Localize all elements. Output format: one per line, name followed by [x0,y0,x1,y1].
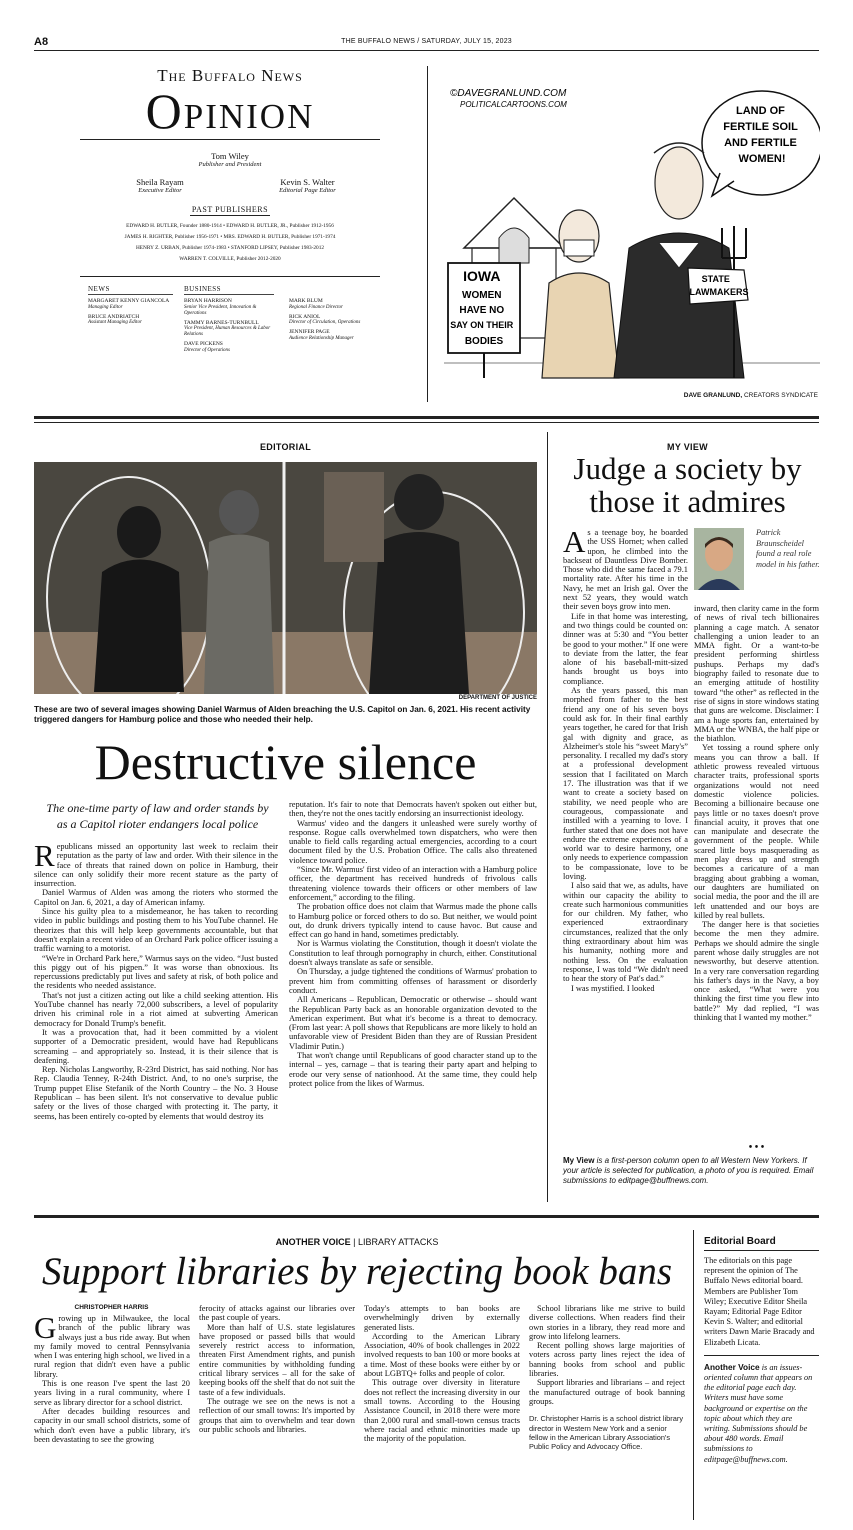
dropcap: A [563,524,586,559]
myview-column-2: inward, then clarity came in the form of news of rival tech billionaires planning a cage match. A senator challenging a union leader to an MMA fight. Or a want-to-be president performing shirtless pushups. Perhaps my dad's biography failed to resonate due to an emerging attitude of hostility toward “the other” as reflected in the rise of signs in store windows stating that guns are welcome. Disclaimer: I am a huge sports fan, entertained by MMA or the WNBA, the half pipe or the biathlon. Yet tossing a round sphere only means you can throw a ball. If athletic prowess revealed virtuous character traits, professional sports organizations would not need domestic violence policies. Becoming a billionaire because one pays little or no taxes doesn't prove financial acuity, it proves that one can manipulate and desecrate the government of the people. While scared little boys masquerading as men play dress up and strength becomes a caricature of a man bragging about grabbing a woman, our daughters are humiliated on social media, the poor and the ill are left unattended and our boys are killed by real bullets. The danger here is that societies become the men they admire. Perhaps we should admire the single parent whose daily struggles are not newsworthy, but deserve attention. In a very rare conversation regarding his father's days in the Navy, a boy once asked, “What were you thinking the first time you flew into battle?” My dad replied, “I was thinking that I wanted my mother.” [694,604,819,1023]
myview-footer: My View is a first-person column open to all Western New Yorkers. If your article is selected for publication, a photo of you is required. Email submissions to editpage@buffnews.com. [563,1156,814,1186]
section-divider [34,416,819,419]
svg-text:STATE LAWMAKERS: STATE LAWMAKERS [689,274,749,297]
editorial-photo [34,462,537,694]
section-title: Opinion [145,83,315,139]
news-department: NEWS MARGARET KENNY GIANCOLA Managing Editor BRUCE ANDRIATCH Assistant Managing Editor [88,285,173,329]
editorial-deck: The one-time party of law and order stands by as a Capitol rioter endangers local police [46,801,269,831]
farmer-face [655,147,703,219]
folio-rule [34,50,819,51]
speech-line: WOMEN! [738,153,786,165]
past-publishers-rule [190,215,270,216]
another-voice-column-2: ferocity of attacks against our libraries over the past couple of years. More than half of U.S. state legislatures have proposed or passed bills that would severely restrict access to information, threaten First Amendment rights, and punish entire communities by withholding funding critical library services – all for the sake of keeping books off the shelf that do not suit the taste of a few individuals. The outrage we see on the news is not a reflection of our small towns: It's imported by groups that aim to overwhelm and tear down our public schools and libraries. [199,1304,355,1434]
editorial-headline: Destructive silence [94,734,477,790]
folio-dateline: THE BUFFALO NEWS / SATURDAY, JULY 15, 2023 [341,38,512,45]
editorial-label: EDITORIAL [259,442,312,452]
speech-line: FERTILE SOIL [723,121,798,133]
past-publishers-line: HENRY Z. URBAN, Publisher 1974-1983 • STANFORD LIPSEY, Publisher 1983-2012 [135,245,324,251]
section-divider-thin [34,422,819,423]
sidebar-divider [693,1230,694,1520]
myview-headline: Judge a society by those it admires [573,451,802,519]
woman-dress [542,273,619,378]
masthead [80,66,380,139]
author-caption: Patrick Braunscheidel found a real role model in his father. [756,528,820,569]
page-number: A8 [34,36,49,48]
speech-line: LAND OF [736,105,785,117]
another-voice-headline: Support libraries by rejecting book bans [41,1250,673,1293]
publisher: Tom Wiley Publisher and President [198,151,262,168]
past-publishers-line: JAMES H. RIGHTER, Publisher 1956-1971 • MRS. EDWARD H. BUTLER, Publisher 1971-1974 [124,234,336,240]
cartoon-signature: ©DAVEGRANLUND.COM [450,88,567,99]
hooded-figure-left [117,506,161,558]
paper-name: The Buffalo News [157,66,303,85]
photo-caption: These are two of several images showing Daniel Warmus of Alden breaching the U.S. Capitol on Jan. 6, 2021. His recent activity triggered dangers for Hamburg police and those who needed their help. [34,705,531,724]
bottom-section-divider [34,1215,819,1218]
byline: CHRISTOPHER HARRIS [74,1304,149,1311]
business-department-2: MARK BLUM Regional Finance Director RICK ANIOL Director of Circulation, Operations JENNIFER PAGE Audience Relationship Manager [289,298,361,341]
editorial-board-sidebar [704,1236,819,1465]
myview-column-1: As a teenage boy, he boarded the USS Hornet; when called upon, he climbed into the backseat of Dauntless Dive Bomber. Those who did the same faced a 79.1 mortality rate. After his time in the Navy, he met an Irish gal. Over the next 52 years, they would watch their seven boys grow into men. Life in that home was interesting, and two things could be counted on: dinner was at 5:30 and “You better be good to your mother.” If one were to deviate from the latter, the fear alone of his baseball-mitt-sized hands brought us boys into compliance. As the years passed, this man morphed from father to the best friend any one of his seven boys could ask for. In their final earthly years together, he cared for that Irish gal with dignity and grace, as Alzheimer's stole his “sweet Mary's” personality. I recalled my dad's story at a professional development session that I facilitated on March 17. The illustration was that if we want to create a society based on stability, we need people who are courageous, compassionate and instilled with a yearning to love. I further stated that one does not have endure the extreme experiences of a world war to desire harmony, one only needs to experience compassion to be compassionate, love to be loving. I also said that we, as adults, have within our capacity the ability to create such harmonious communities for our children. My father, who experienced extraordinary circumstances, realized that the only thing extraordinary about him was his humanity, nothing more and nothing less. On the evaluation response, I was told “We didn't need to hear the story of Pat's dad.” I was mystified. I looked [563,524,688,993]
author-photo [694,528,744,590]
editorial-column-2: reputation. It's fair to note that Democrats haven't spoken out either but, then, they're not the ones tacitly endorsing an insurrectionist ideology. Warmus' video and the dangers it unleashed were surely worthy of response. Rogue calls overwhelmed town dispatchers, who were then unable to field calls regarding actual emergencies, according to a court document filed by the U.S. Probation Office. The calls also threatened violence toward police. “Since Mr. Warmus' first video of an interaction with a Hamburg police officer, the department has received hundreds of frivolous calls threatening violence towards their officers or other members of law enforcement,” according to the filing. The probation office does not claim that Warmus made the phone calls to Hamburg police or forced others to do so. But neither, we would point out, do drunk drivers typically intend to cause havoc. But cause and effect can go hand in hand, sometimes predictably. Nor is Warmus violating the Constitution, though it doesn't violate the Constitution to leaf through pornography in church, either. Constitutional doesn't always translate as safe or sensible. On Thursday, a judge tightened the conditions of Warmus' probation to prevent him from committing offenses of harassment or disorderly conduct. All Americans – Republican, Democratic or otherwise – should want the Republican Party back as an honorable organization devoted to the American experiment. But what it's become is a threat to democracy. (From last year: A poll shows that Republicans are more likely to hold an unfavorable view of President Biden than they are of Russian President Vladimir Putin.) That won't change until Republicans of good character stand up to the internal – yes, carnage – that is tearing their party apart and helping to erode our very sense of nationhood. At the same time, they could help protect police from the likes of Warmus. [289,800,537,1088]
departments-rule [80,276,380,277]
another-voice-column-1: Growing up in Milwaukee, the local branch of the public library was always just a bus ride away. But when my family moved to central Pennsylvania when I was entering high school, we lived in a rural region that didn't even have a public library. This is one reason I've spent the last 20 years living in a rural community, where I serve as library director for a school district. After decades building resources and capacity in our small school districts, some of which don't even have a public library, it's been devastating to see the growing [34,1310,190,1444]
svg-text:IOWA WOMEN HAVE NO: IOWA WOMEN HAVE NO SAY ON THEIR BODIES [450,268,514,347]
masthead-cartoon-divider [427,66,428,402]
dropcap: R [34,838,55,873]
another-voice-label: ANOTHER VOICE | LIBRARY ATTACKS [275,1237,439,1247]
myview-label: MY VIEW [667,442,708,452]
masthead-rule [80,139,380,140]
editorial-board-heading: Editorial Board [704,1236,776,1247]
executive-editor: Sheila Rayam Executive Editor [136,177,184,194]
editorial-board-text: The editorials on this page represent the opinion of The Buffalo News editorial board. Members are Publisher Tom Wiley; Executive Editor Sheila Rayam; Editorial Page Editor Kevin S. Walter; and editorial writers Dawn Marie Bracady and Elizabeth Licata. [704,1256,815,1347]
hooded-figure-right [394,474,444,530]
past-publishers-line: WARREN T. COLVILLE, Publisher 2012-2020 [179,256,281,262]
another-voice-note: Another Voice is an issues-oriented column that appears on the editorial page each day. Writers must have some background or expertise on the topic about which they are writing. Submissions should be about 480 words. Email submissions to editpage@buffnews.com. [704,1361,813,1464]
cartoon-credit: DAVE GRANLUND, CREATORS SYNDICATE [683,392,818,399]
past-publishers-heading: PAST PUBLISHERS [191,205,269,214]
mask [564,240,594,256]
dropcap: G [34,1310,57,1345]
column-divider [547,432,548,1202]
gothic-window [499,228,529,263]
past-publishers-line: EDWARD H. BUTLER, Founder 1880-1914 • EDWARD H. BUTLER, JR., Publisher 1912-1956 [126,223,334,229]
cartoon-signature-site: POLITICALCARTOONS.COM [460,100,567,109]
another-voice-column-3: Today's attempts to ban books are overwhelmingly driven by externally generated lists. According to the American Library Association, 40% of book challenges in 2022 involved requests to ban 100 or more books at a time. Most of these books were either by or about LGBTQ+ folks and people of color. This outrage over diversity in literature does not reflect the increasing diversity in our small towns. According to the Housing Assistance Council, in 2018 there were more than 2,000 rural and small-town census tracts where racial and ethnic minorities made up the majority of the population. [364,1304,520,1444]
editorial-page-editor: Kevin S. Walter Editorial Page Editor [279,177,336,194]
speech-line: AND FERTILE [724,137,797,149]
another-voice-column-4: School librarians like me strive to build diverse collections. When readers find their own stories in a library, they read more and grow into lifelong learners. Recent polling shows large majorities of voters across party lines reject the idea of banning books from school and public libraries. Support libraries and librarians – and reject the manufactured outrage of book banning groups. Dr. Christopher Harris is a school district library director in Western New York and a senior fellow in the American Library Association's Public Policy and Advocacy Office. [529,1304,685,1452]
author-bio: Dr. Christopher Harris is a school district library director in Western New York and a senior fellow in the American Library Association's Public Policy and Advocacy Office. [529,1414,684,1452]
editorial-column-1: Republicans missed an opportunity last week to reclaim their reputation as the party of law and order. With their silence in the face of threats that rained down on police in Hamburg, their silence can only solidify their more recent stature as the party of insurrection. Daniel Warmus of Alden was among the rioters who stormed the Capitol on Jan. 6, 2021, a day of American infamy. Since his guilty plea to a misdemeanor, he has taken to recording video in public buildings and posting them to his YouTube channel. He theorizes that this will help keep governments accountable, but that doesn't explain a recent video of an Orchard Park police officer issuing a traffic warning to a motorist. “We're in Orchard Park here,” Warmus says on the video. “Just busted this piggy out of his pigpen.” It was worse than obnoxious. Its repercussions predictably put lives and safety at risk, of both police and the residents who needed assistance. That's not just a citizen acting out like a child seeking attention. His YouTube channel has nearly 72,000 subscribers, a level of popularity driven his criminal role in a riot aimed at subverting American democracy for Donald Trump's benefit. It was a provocation that, had it been committed by a violent supporter of a Democratic president, would have had Republicans screaming – and appropriately so. Instead, it is their silence that is deafening. Rep. Nicholas Langworthy, R-23rd District, has said nothing. Nor has Rep. Claudia Tenney, R-24th District. And, to no one's surprise, the Trump puppet Elise Stefanik of the North Country – the No. 3 House Republican – has been silent. It's not conservative to devalue public safety or the lives of those charged with protecting it. The party, it seems, has been entirely co-opted by elements that would destroy its [34,838,278,1121]
photo-credit: DEPARTMENT OF JUSTICE [458,695,537,701]
editorial-cartoon [444,78,820,383]
business-department: BUSINESS BRYAN HARRISON Senior Vice President, Innovation & Operations TAMMY BARNES-TURNBULL Vice President, Human Resources & Labor Relations DAVE PICKENS Director of Operations [184,285,274,357]
end-mark: • • • [748,1142,765,1153]
